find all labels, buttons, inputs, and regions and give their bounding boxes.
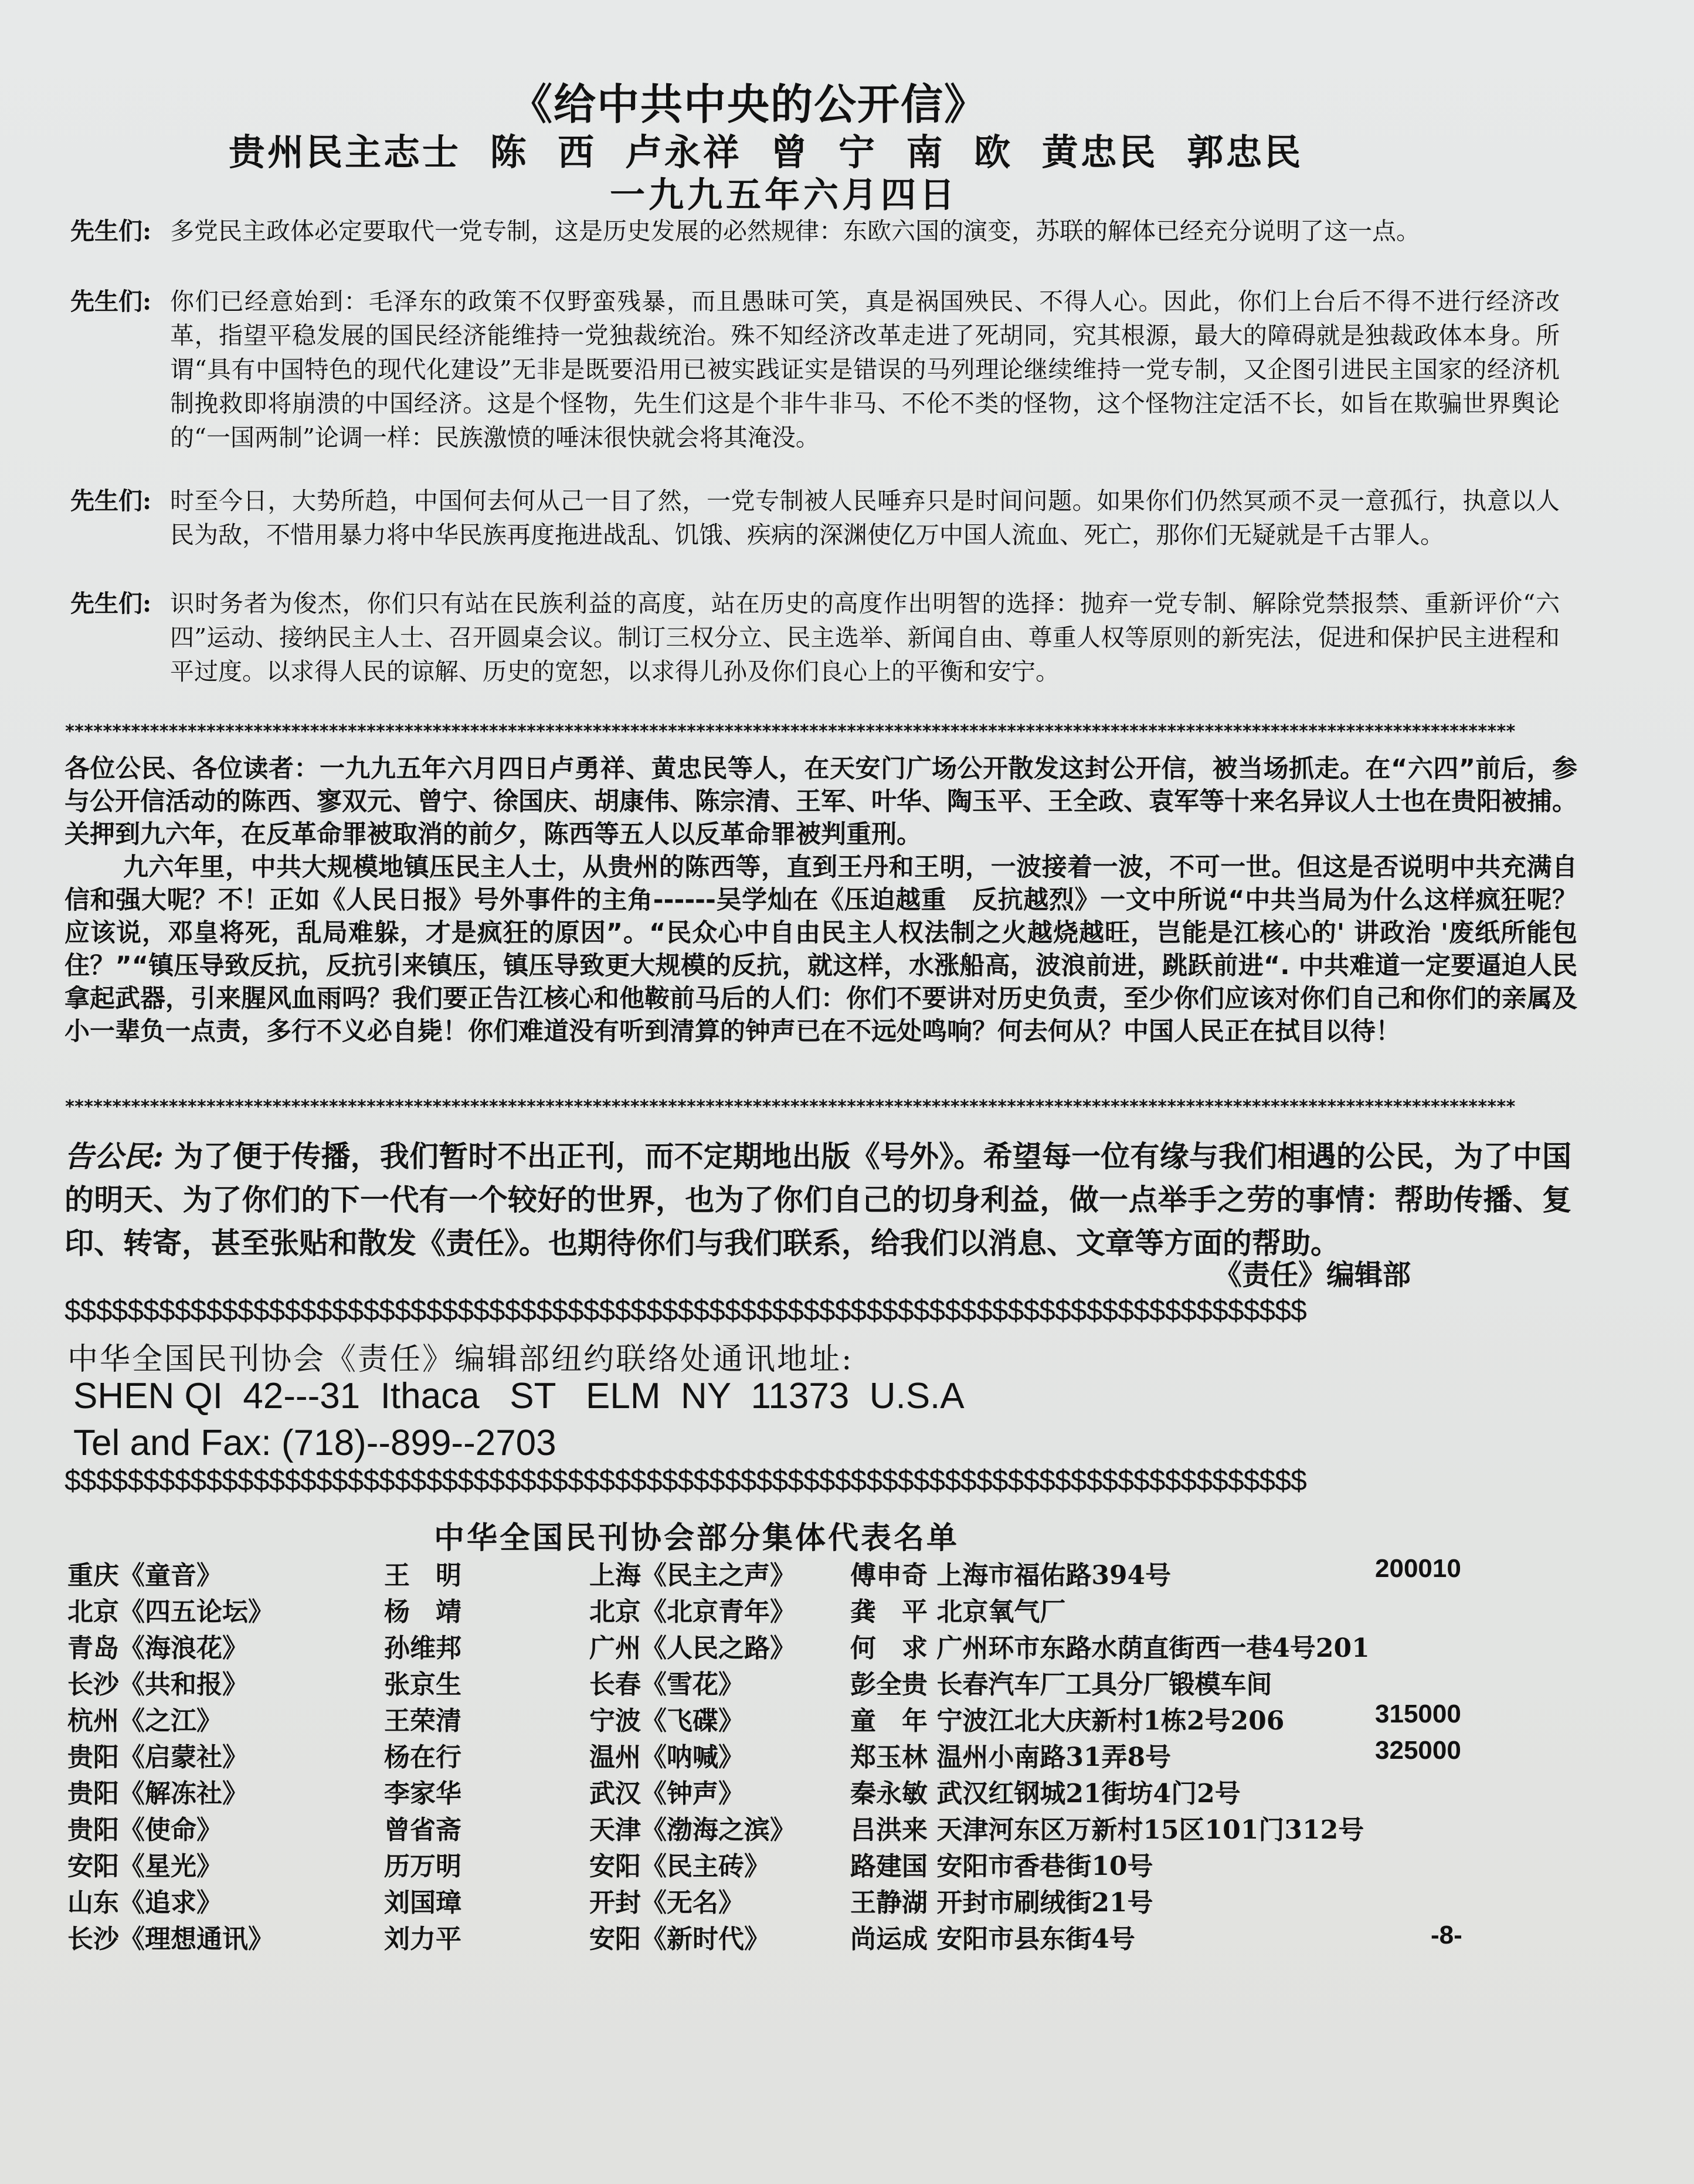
- representative: 杨 靖: [384, 1597, 461, 1627]
- postal-code: 200010: [1375, 1554, 1461, 1583]
- representative-address: 郑玉林 温州小南路31弄8号: [850, 1742, 1172, 1772]
- representative-address: 傅申奇 上海市福佑路394号: [850, 1561, 1172, 1590]
- roster-row: [67, 1700, 1604, 1736]
- salutation: 先生们:: [70, 589, 152, 618]
- publication: 北京《四五论坛》: [67, 1597, 274, 1627]
- roster-row: [67, 1736, 1604, 1772]
- paragraph-text: 时至今日，大势所趋，中国何去何从己一目了然，一党专制被人民唾弃只是时间问题。如果你们仍然冥顽不灵一意孤行，执意以人民为敌，不惜用暴力将中华民族再度拖进战乱、饥饿、疾病的深渊使亿万中国人流血、死亡，那你们无疑就是千古罪人。: [170, 487, 1560, 549]
- representative-address: 王静湖 开封市刷绒街21号: [850, 1888, 1153, 1918]
- representative-address: 尚运成 安阳市县东街4号: [850, 1924, 1135, 1954]
- publication: 贵阳《使命》: [67, 1815, 222, 1845]
- representative: 王荣清: [384, 1706, 461, 1736]
- representative: 孙维邦: [384, 1633, 461, 1663]
- publication: 长春《雪花》: [589, 1670, 744, 1700]
- representative: 李家华: [384, 1779, 461, 1809]
- roster-row: [67, 1809, 1604, 1845]
- publication: 温州《呐喊》: [589, 1742, 744, 1772]
- publication: 安阳《民主砖》: [589, 1851, 770, 1881]
- letter-paragraph: [70, 484, 1560, 552]
- representative-address: 吕洪来 天津河东区万新村15区101门312号: [850, 1815, 1364, 1845]
- publication: 广州《人民之路》: [589, 1633, 796, 1663]
- letter-date: 一九九五年六月四日: [610, 175, 958, 216]
- star-divider: **********************************************************************************************************************************************************: [64, 721, 1515, 742]
- roster-row: [67, 1772, 1604, 1809]
- contact-address: SHEN QI 42---31 Ithaca ST ELM NY 11373 U.S.A: [73, 1376, 965, 1416]
- notice-paragraph: 各位公民、各位读者：一九九五年六月四日卢勇祥、黄忠民等人，在天安门广场公开散发这封公开信，被当场抓走。在“六四”前后，参与公开信活动的陈西、寥双元、曾宁、徐国庆、胡康伟、陈宗清、王军、叶华、陶玉平、王全政、袁军等十来名异议人士也在贵阳被捕。关押到九六年，在反革命罪被取消的前夕，陈西等五人以反革命罪被判重刑。: [64, 754, 1577, 849]
- representative: 杨在行: [384, 1742, 461, 1772]
- publication: 重庆《童音》: [67, 1561, 222, 1590]
- postal-code: 325000: [1375, 1736, 1461, 1765]
- dollar-divider: $$$$$$$$$$$$$$$$$$$$$$$$$$$$$$$$$$$$$$$$$$$$$$$$$$$$$$$$$$$$$$$$$$$$$$$$$$$$$$$: [64, 1294, 1306, 1327]
- letter-paragraph: [70, 284, 1560, 455]
- salutation: 先生们:: [70, 287, 152, 316]
- representative: 王 明: [384, 1561, 461, 1590]
- publication: 贵阳《启蒙社》: [67, 1742, 248, 1772]
- contact-heading: 中华全国民刊协会《责任》编辑部纽约联络处通讯地址:: [67, 1342, 854, 1377]
- publication: 贵阳《解冻社》: [67, 1779, 248, 1809]
- letter-title: 《给中共中央的公开信》: [510, 79, 988, 129]
- representative-address: 龚 平 北京氧气厂: [850, 1597, 1066, 1627]
- representative: 曾省斋: [384, 1815, 461, 1845]
- public-notice-label: 告公民:: [64, 1139, 164, 1174]
- contact-phone: Tel and Fax: (718)--899--2703: [73, 1423, 556, 1463]
- representative-address: 秦永敏 武汉红钢城21街坊4门2号: [850, 1779, 1241, 1809]
- publication: 武汉《钟声》: [589, 1779, 744, 1809]
- publication: 安阳《新时代》: [589, 1924, 770, 1954]
- publication: 长沙《理想通讯》: [67, 1924, 274, 1954]
- notice-section: [64, 752, 1577, 1048]
- roster-row: [67, 1627, 1604, 1663]
- representative-address: 童 年 宁波江北大庆新村1栋2号206: [850, 1706, 1285, 1736]
- star-divider: **********************************************************************************************************************************************************: [64, 1097, 1515, 1117]
- publication: 上海《民主之声》: [589, 1561, 796, 1590]
- postal-code: 315000: [1375, 1700, 1461, 1728]
- editorial-signature: 《责任》编辑部: [1214, 1259, 1411, 1291]
- representative: 刘力平: [384, 1924, 461, 1954]
- publication: 山东《追求》: [67, 1888, 222, 1918]
- representative: 张京生: [384, 1670, 461, 1700]
- roster-row: [67, 1881, 1604, 1918]
- representative: 刘国璋: [384, 1888, 461, 1918]
- letter-paragraph: [70, 586, 1560, 689]
- publication: 天津《渤海之滨》: [589, 1815, 796, 1845]
- salutation: 先生们:: [70, 487, 152, 515]
- publication: 杭州《之江》: [67, 1706, 222, 1736]
- roster-row: [67, 1918, 1604, 1954]
- dollar-divider: $$$$$$$$$$$$$$$$$$$$$$$$$$$$$$$$$$$$$$$$$$$$$$$$$$$$$$$$$$$$$$$$$$$$$$$$$$$$$$$: [64, 1464, 1306, 1497]
- publication: 安阳《星光》: [67, 1851, 222, 1881]
- roster-row: [67, 1663, 1604, 1700]
- roster-row: [67, 1845, 1604, 1881]
- roster-table: [67, 1554, 1604, 1954]
- letter-authors: 贵州民主志士 陈 西 卢永祥 曾 宁 南 欧 黄忠民 郭忠民: [229, 131, 1303, 174]
- publication: 宁波《飞碟》: [589, 1706, 744, 1736]
- letter-paragraph: [70, 214, 1560, 248]
- publication: 青岛《海浪花》: [67, 1633, 248, 1663]
- publication: 开封《无名》: [589, 1888, 744, 1918]
- roster-row: [67, 1590, 1604, 1627]
- notice-paragraph: 九六年里，中共大规模地镇压民主人士，从贵州的陈西等，直到王丹和王明，一波接着一波，不可一世。但这是否说明中共充满自信和强大呢？不！正如《人民日报》号外事件的主角------吴学灿在《压迫越重 反抗越烈》一文中所说“中共当局为什么这样疯狂呢？应该说，邓皇将死，乱局难躲，才是疯狂的原因”。“民众心中自由民主人权法制之火越烧越旺，岂能是江核心的' 讲政治 '废纸所能包住？”“镇压导致反抗，反抗引来镇压，镇压导致更大规模的反抗，就这样，水涨船高，波浪前进，跳跃前进“. 中共难道一定要逼迫人民拿起武器，引来腥风血雨吗？我们要正告江核心和他鞍前马后的人们：你们不要讲对历史负责，至少你们应该对你们自己和你们的亲属及小一辈负一点责，多行不义必自毙！你们难道没有听到清算的钟声已在不远处鸣响？何去何从？中国人民正在拭目以待！: [64, 853, 1577, 1046]
- page-number: -8-: [1431, 1921, 1462, 1949]
- publication: 北京《北京青年》: [589, 1597, 796, 1627]
- paragraph-text: 你们已经意始到：毛泽东的政策不仅野蛮残暴，而且愚昧可笑，真是祸国殃民、不得人心。因此，你们上台后不得不进行经济改革，指望平稳发展的国民经济能维持一党独裁统治。殊不知经济改革走进了死胡同，究其根源，最大的障碍就是独裁政体本身。所谓“具有中国特色的现代化建设”无非是既要沿用已被实践证实是错误的马列理论继续维持一党专制，又企图引进民主国家的经济机制挽救即将崩溃的中国经济。这是个怪物，先生们这是个非牛非马、不伦不类的怪物，这个怪物注定活不长，如旨在欺骗世界舆论的“一国两制”论调一样：民族激愤的唾沫很快就会将其淹没。: [170, 287, 1560, 452]
- publication: 长沙《共和报》: [67, 1670, 248, 1700]
- representative-address: 路建国 安阳市香巷街10号: [850, 1851, 1153, 1881]
- paragraph-text: 多党民主政体必定要取代一党专制，这是历史发展的必然规律：东欧六国的演变，苏联的解体已经充分说明了这一点。: [170, 217, 1420, 245]
- salutation: 先生们:: [70, 217, 152, 245]
- public-notice-text: 为了便于传播，我们暂时不出正刊，而不定期地出版《号外》。希望每一位有缘与我们相遇的公民，为了中国的明天、为了你们的下一代有一个较好的世界，也为了你们自己的切身利益，做一点举手之劳的事情：帮助传播、复印、转寄，甚至张贴和散发《责任》。也期待你们与我们联系，给我们以消息、文章等方面的帮助。: [64, 1139, 1571, 1260]
- roster-title: 中华全国民刊协会部分集体代表名单: [434, 1520, 960, 1556]
- representative-address: 何 求 广州环市东路水荫直街西一巷4号201: [850, 1633, 1370, 1663]
- roster-row: [67, 1554, 1604, 1590]
- representative: 历万明: [384, 1851, 461, 1881]
- representative-address: 彭全贵 长春汽车厂工具分厂锻模车间: [850, 1670, 1272, 1700]
- paragraph-text: 识时务者为俊杰，你们只有站在民族利益的高度，站在历史的高度作出明智的选择：抛弃一党专制、解除党禁报禁、重新评价“六四”运动、接纳民主人士、召开圆桌会议。制订三权分立、民主选举、新闻自由、尊重人权等原则的新宪法，促进和保护民主进程和平过度。以求得人民的谅解、历史的宽恕，以求得儿孙及你们良心上的平衡和安宁。: [170, 589, 1560, 686]
- public-notice: [64, 1135, 1571, 1265]
